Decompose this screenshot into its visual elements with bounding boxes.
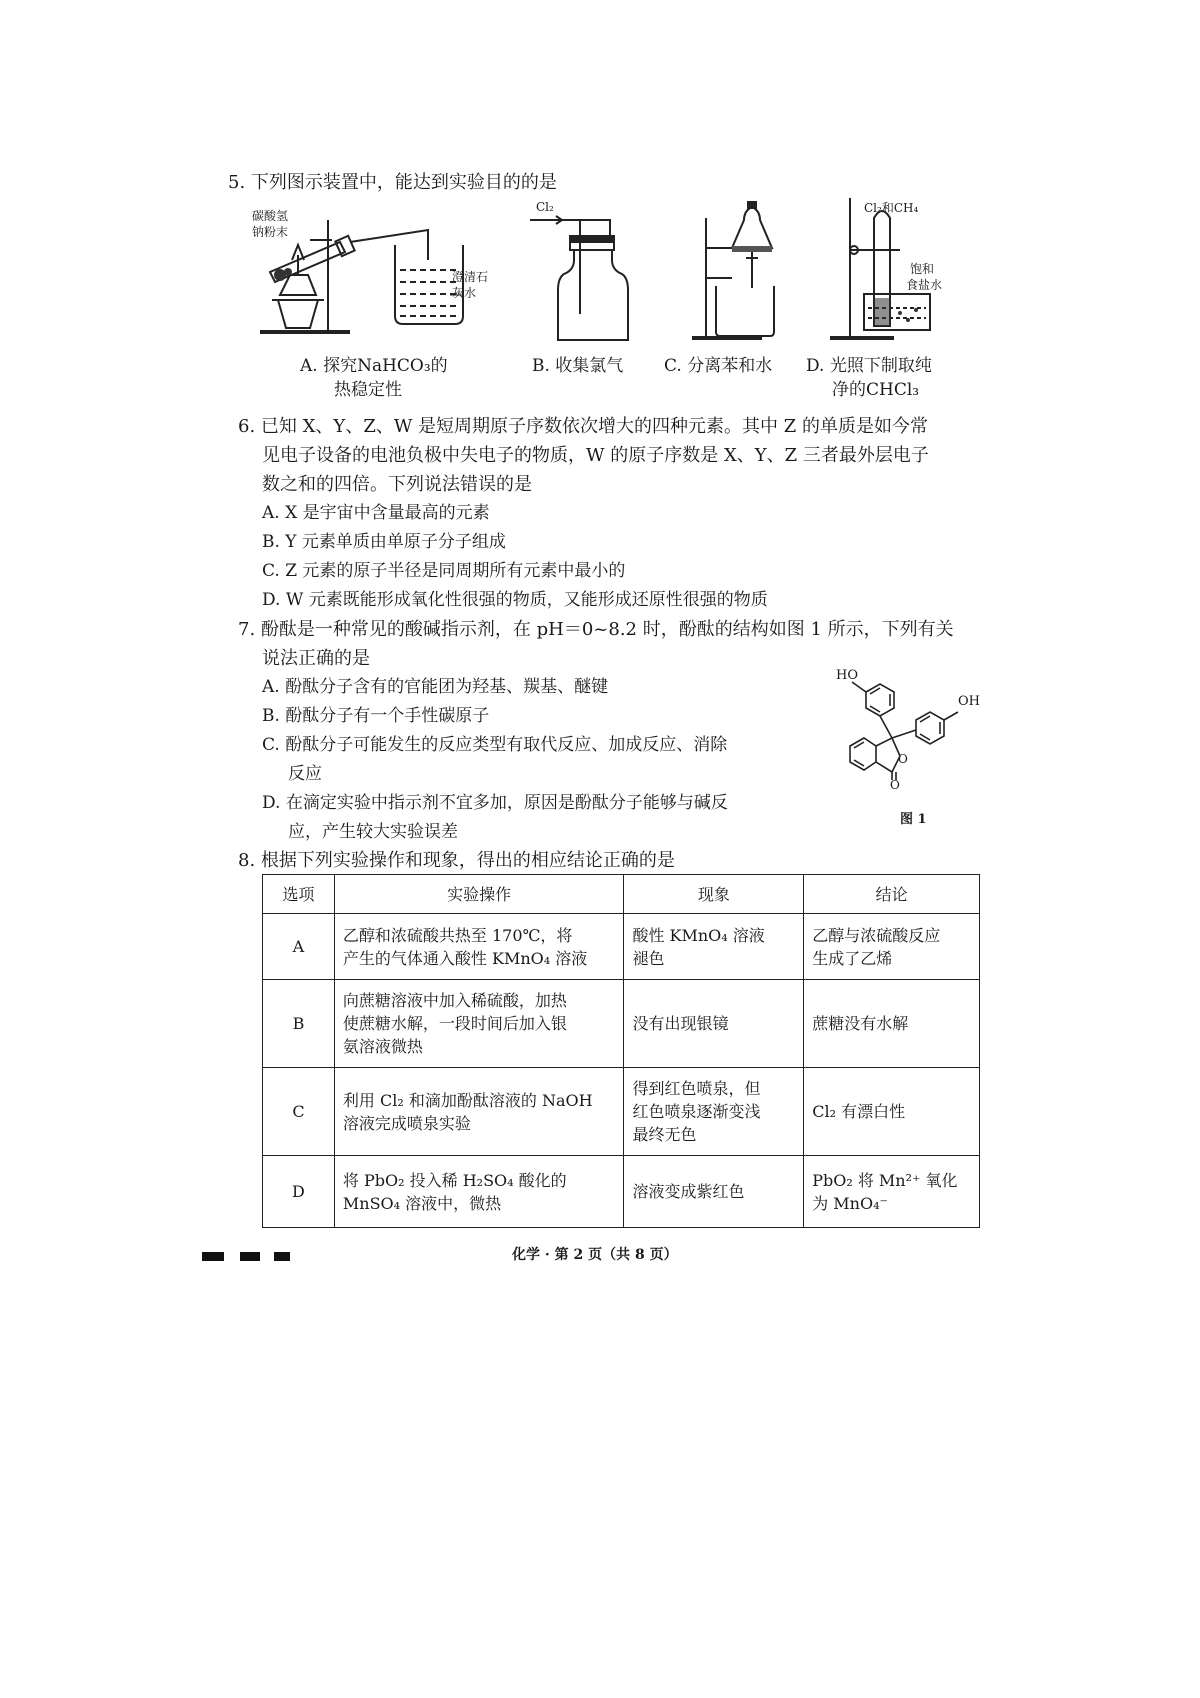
- label-a-lime-1: 澄清石: [452, 270, 489, 284]
- apparatus-b-gas-bottle: [530, 214, 650, 344]
- row-a-option: A: [263, 914, 335, 980]
- q7-option-c-line2: 反应: [288, 764, 322, 784]
- figure-ho-label: HO: [836, 668, 858, 683]
- footer-mark-1: [202, 1252, 224, 1261]
- caption-b: B. 收集氯气: [532, 356, 624, 376]
- caption-c: C. 分离苯和水: [664, 356, 773, 376]
- q6-option-b: B. Y 元素单质由单原子分子组成: [262, 532, 506, 552]
- row-b-option: B: [263, 980, 335, 1068]
- table-row: [263, 1068, 980, 1156]
- row-d-option: D: [263, 1156, 335, 1228]
- row-a-conclusion: 乙醇与浓硫酸反应 生成了乙烯: [804, 914, 980, 980]
- row-b-operation: 向蔗糖溶液中加入稀硫酸，加热 使蔗糖水解，一段时间后加入银 氨溶液微热: [334, 980, 624, 1068]
- label-a-powder-2: 钠粉末: [252, 225, 289, 239]
- q7-option-d-line1: D. 在滴定实验中指示剂不宜多加，原因是酚酞分子能够与碱反: [262, 793, 728, 813]
- q7-option-c-line1: C. 酚酞分子可能发生的反应类型有取代反应、加成反应、消除: [262, 735, 728, 755]
- q8-table: [262, 874, 980, 1228]
- row-a-operation: 乙醇和浓硫酸共热至 170℃，将 产生的气体通入酸性 KMnO₄ 溶液: [334, 914, 624, 980]
- q6-option-a: A. X 是宇宙中含量最高的元素: [262, 503, 490, 523]
- row-d-phenomenon: 溶液变成紫红色: [624, 1156, 804, 1228]
- q6-stem-line3: 数之和的四倍。下列说法错误的是: [262, 474, 532, 495]
- row-d-conclusion: PbO₂ 将 Mn²⁺ 氧化 为 MnO₄⁻: [804, 1156, 980, 1228]
- label-d-brine-2: 食盐水: [906, 278, 943, 292]
- q7-option-a: A. 酚酞分子含有的官能团为羟基、羰基、醚键: [262, 677, 609, 697]
- caption-d-line1: D. 光照下制取纯: [806, 356, 932, 376]
- q7-stem-line2: 说法正确的是: [262, 648, 370, 669]
- label-a-powder-1: 碳酸氢: [252, 209, 289, 223]
- page-footer: 化学 · 第 2 页（共 8 页）: [512, 1247, 678, 1263]
- label-d-brine-1: 饱和: [910, 262, 935, 276]
- row-c-phenomenon: 得到红色喷泉，但 红色喷泉逐渐变浅 最终无色: [624, 1068, 804, 1156]
- caption-a-line2: 热稳定性: [334, 380, 402, 400]
- footer-mark-2: [240, 1252, 260, 1261]
- label-d-gas: Cl₂和CH₄: [864, 201, 919, 215]
- row-d-operation: 将 PbO₂ 投入稀 H₂SO₄ 酸化的 MnSO₄ 溶液中，微热: [334, 1156, 624, 1228]
- header-conclusion: 结论: [804, 875, 980, 914]
- figure-caption: 图 1: [900, 812, 927, 827]
- apparatus-d-photochlorination: [830, 198, 943, 346]
- q7-option-b: B. 酚酞分子有一个手性碳原子: [262, 706, 490, 726]
- row-b-phenomenon: 没有出现银镜: [624, 980, 804, 1068]
- q6-stem-line2: 见电子设备的电池负极中失电子的物质，W 的原子序数是 X、Y、Z 三者最外层电子: [262, 445, 929, 466]
- apparatus-c-separatory-funnel: [692, 198, 802, 346]
- q6-option-d: D. W 元素既能形成氧化性很强的物质，又能形成还原性很强的物质: [262, 590, 768, 610]
- label-a-lime-2: 灰水: [452, 286, 477, 300]
- table-row: [263, 980, 980, 1068]
- table-header-row: [263, 875, 980, 914]
- apparatus-a-heating-tube: [250, 200, 470, 340]
- q6-stem-line1: 6. 已知 X、Y、Z、W 是短周期原子序数依次增大的四种元素。其中 Z 的单质是如今常: [238, 416, 928, 437]
- row-c-conclusion: Cl₂ 有漂白性: [804, 1068, 980, 1156]
- row-c-option: C: [263, 1068, 335, 1156]
- caption-d-line2: 净的CHCl₃: [832, 380, 920, 400]
- q5-stem: 5. 下列图示装置中，能达到实验目的的是: [228, 172, 557, 193]
- caption-a-line1: A. 探究NaHCO₃的: [300, 356, 448, 376]
- q7-stem-line1: 7. 酚酞是一种常见的酸碱指示剂，在 pH＝0~8.2 时，酚酞的结构如图 1 所示，下列有关: [238, 619, 954, 640]
- header-option: 选项: [263, 875, 335, 914]
- header-phenomenon: 现象: [624, 875, 804, 914]
- row-c-operation: 利用 Cl₂ 和滴加酚酞溶液的 NaOH 溶液完成喷泉实验: [334, 1068, 624, 1156]
- figure-carbonyl-o-label: O: [890, 778, 900, 792]
- phenolphthalein-structure: [836, 680, 996, 800]
- row-a-phenomenon: 酸性 KMnO₄ 溶液 褪色: [624, 914, 804, 980]
- figure-oh-label: OH: [958, 694, 980, 709]
- header-operation: 实验操作: [334, 875, 624, 914]
- figure-ring-o-label: O: [898, 752, 908, 766]
- q8-stem: 8. 根据下列实验操作和现象，得出的相应结论正确的是: [238, 850, 675, 871]
- q7-option-d-line2: 应，产生较大实验误差: [288, 822, 458, 842]
- table-row: [263, 914, 980, 980]
- q6-option-c: C. Z 元素的原子半径是同周期所有元素中最小的: [262, 561, 626, 581]
- footer-mark-3: [274, 1252, 290, 1261]
- label-b-gas: Cl₂: [536, 200, 554, 214]
- table-row: [263, 1156, 980, 1228]
- row-b-conclusion: 蔗糖没有水解: [804, 980, 980, 1068]
